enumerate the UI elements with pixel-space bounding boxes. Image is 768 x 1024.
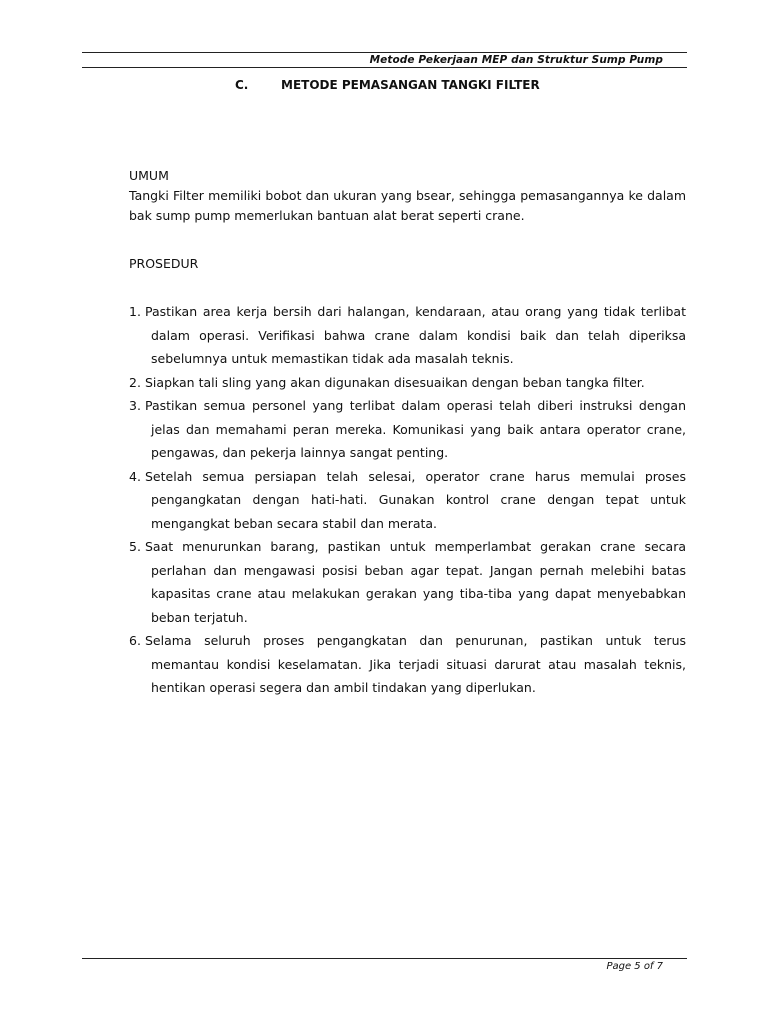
section-number: C. — [235, 78, 249, 92]
header-rule-top — [82, 52, 687, 53]
step-number: 6. — [129, 633, 141, 648]
step-number: 3. — [129, 398, 141, 413]
step-text: Siapkan tali sling yang akan digunakan disesuaikan dengan beban tangka filter. — [145, 374, 645, 390]
procedure-step — [129, 300, 686, 371]
header-rule-bottom — [82, 67, 687, 68]
running-header-title: Metode Pekerjaan MEP dan Struktur Sump Pump — [369, 54, 663, 66]
page-number: Page 5 of 7 — [606, 961, 663, 972]
step-number: 1. — [129, 304, 141, 319]
step-number: 5. — [129, 539, 141, 554]
step-text: Setelah semua persiapan telah selesai, operator crane harus memulai proses pengangkatan dengan hati-hati. Gunakan kontrol crane dengan tepat untuk mengangkat beban secara stabil dan merata. — [145, 468, 686, 531]
step-number: 2. — [129, 374, 141, 390]
spacer — [129, 226, 686, 254]
document-body — [129, 166, 686, 700]
procedure-step — [129, 465, 686, 536]
step-text: Saat menurunkan barang, pastikan untuk memperlambat gerakan crane secara perlahan dan mengawasi posisi beban agar tepat. Jangan pernah melebihi batas kapasitas crane atau melakukan gerakan yang tiba-tiba yang dapat menyebabkan beban terjatuh. — [145, 539, 686, 625]
step-text: Pastikan semua personel yang terlibat dalam operasi telah diberi instruksi dengan jelas dan memahami peran mereka. Komunikasi yang baik antara operator crane, pengawas, dan pekerja lainnya sangat penting. — [145, 398, 686, 460]
step-number: 4. — [129, 468, 141, 484]
footer-rule — [82, 958, 687, 959]
umum-label: UMUM — [129, 168, 169, 183]
procedure-list — [129, 300, 686, 700]
umum-paragraph: Tangki Filter memiliki bobot dan ukuran yang bsear, sehingga pemasangannya ke dalam bak sump pump memerlukan bantuan alat berat seperti crane. — [129, 188, 686, 223]
section-heading — [235, 78, 540, 92]
procedure-step — [129, 394, 686, 465]
procedure-step — [129, 535, 686, 629]
prosedur-label: PROSEDUR — [129, 256, 199, 271]
spacer — [129, 274, 686, 300]
step-text: Pastikan area kerja bersih dari halangan, kendaraan, atau orang yang tidak terlibat dalam operasi. Verifikasi bahwa crane dalam kondisi baik dan telah diperiksa sebelumnya untuk memastikan tidak ada masalah teknis. — [145, 304, 686, 366]
section-title: METODE PEMASANGAN TANGKI FILTER — [281, 78, 540, 92]
step-text: Selama seluruh proses pengangkatan dan penurunan, pastikan untuk terus memantau kondisi keselamatan. Jika terjadi situasi darurat atau masalah teknis, hentikan operasi segera dan ambil tindakan yang diperlukan. — [145, 633, 686, 695]
procedure-step — [129, 629, 686, 700]
procedure-step — [129, 371, 686, 395]
